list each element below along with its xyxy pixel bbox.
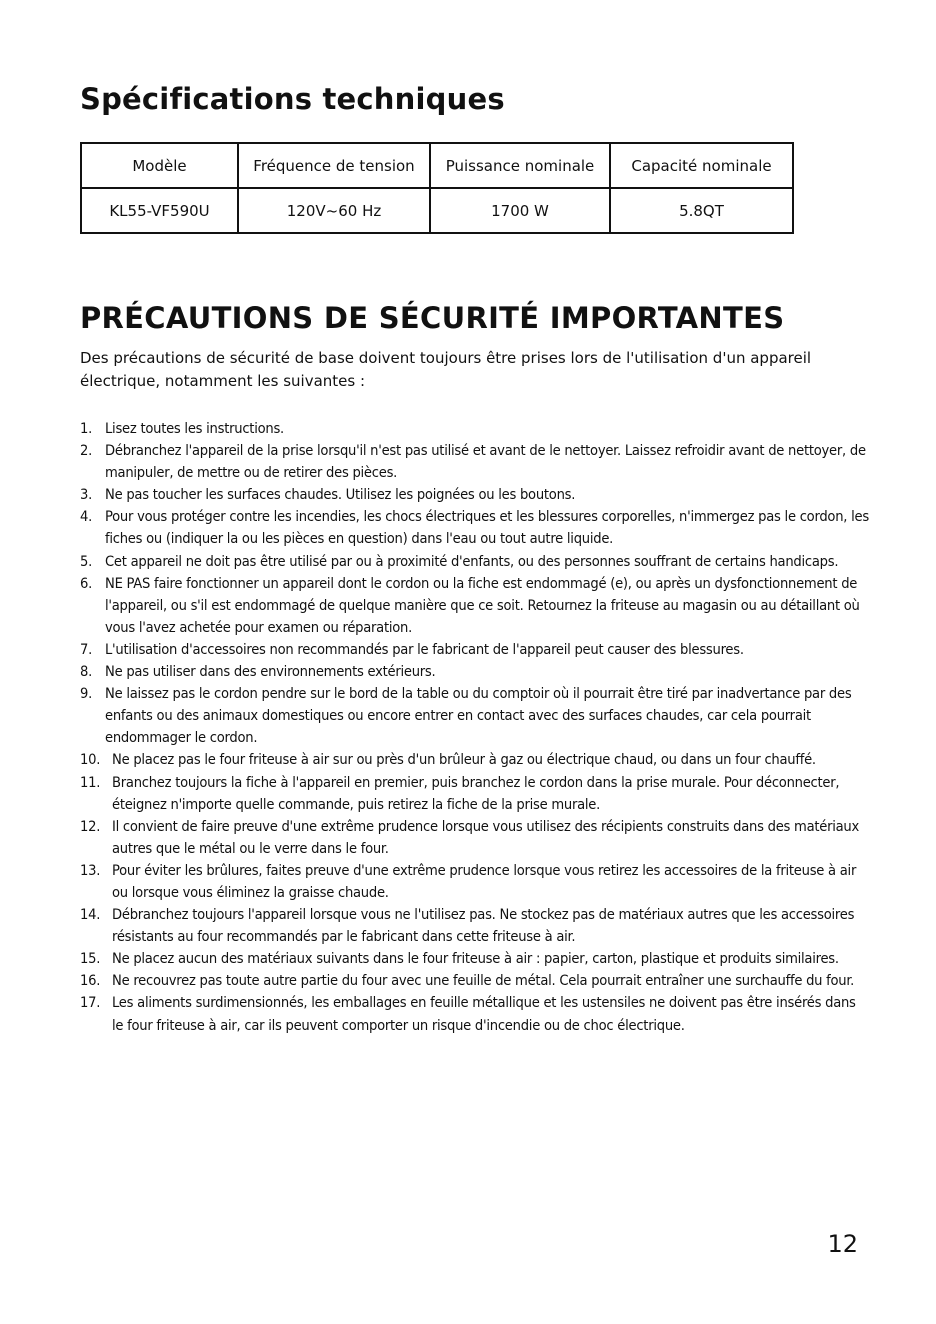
item-text: Ne pas utiliser dans des environnements extérieurs. <box>105 663 436 681</box>
item-number: 5. <box>80 552 93 570</box>
item-number: 9. <box>80 685 93 703</box>
item-text: Branchez toujours la fiche à l'appareil en premier, puis branchez le cordon dans la prise murale. Pour déconnecter, éteignez n'importe quelle commande, puis retirez la fiche de la prise murale. <box>112 773 840 813</box>
list-item <box>80 551 870 573</box>
item-number: 7. <box>80 640 93 658</box>
list-item <box>80 970 870 992</box>
list-item <box>80 860 870 904</box>
item-number: 6. <box>80 574 93 592</box>
list-item <box>80 484 870 506</box>
item-number: 2. <box>80 442 93 460</box>
spec-value-row <box>81 188 793 233</box>
list-item <box>80 418 870 440</box>
item-text: NE PAS faire fonctionner un appareil dont le cordon ou la fiche est endommagé (e), ou après un dysfonctionnement de l'appareil, ou s'il est endommagé de quelque manière que ce soit. Retournez la friteuse au magasin ou au détaillant où vous l'avez achetée pour examen ou réparation. <box>105 574 860 636</box>
spec-header-model: Modèle <box>81 143 238 188</box>
list-item <box>80 506 870 550</box>
item-text: Ne laissez pas le cordon pendre sur le bord de la table ou du comptoir où il pourrait être tiré par inadvertance par des enfants ou des animaux domestiques ou encore entrer en contact avec des surfaces chaudes, car cela pourrait endommager le cordon. <box>105 685 852 747</box>
list-item <box>80 904 870 948</box>
item-text: Cet appareil ne doit pas être utilisé par ou à proximité d'enfants, ou des personnes souffrant de certains handicaps. <box>105 552 839 570</box>
item-number: 4. <box>80 508 93 526</box>
safety-title: PRÉCAUTIONS DE SÉCURITÉ IMPORTANTES <box>80 301 785 335</box>
list-item <box>80 661 870 683</box>
item-number: 1. <box>80 420 93 437</box>
list-item <box>80 440 870 484</box>
item-number: 3. <box>80 486 93 504</box>
item-number: 12. <box>80 817 101 835</box>
item-number: 11. <box>80 773 101 791</box>
item-number: 10. <box>80 751 101 769</box>
item-text: Il convient de faire preuve d'une extrême prudence lorsque vous utilisez des récipients construits dans des matériaux autres que le métal ou le verre dans le four. <box>112 817 860 857</box>
item-text: Ne placez pas le four friteuse à air sur ou près d'un brûleur à gaz ou électrique chaud, ou dans un four chauffé. <box>112 751 816 769</box>
item-text: Les aliments surdimensionnés, les emballages en feuille métallique et les ustensiles ne doivent pas être insérés dans le four friteuse à air, car ils peuvent comporter un risque d'incendie ou de choc électrique. <box>112 994 856 1034</box>
page-number: 12 <box>827 1230 858 1258</box>
spec-header-row <box>81 143 793 188</box>
item-number: 16. <box>80 972 101 990</box>
item-text: Pour vous protéger contre les incendies, les chocs électriques et les blessures corporelles, n'immergez pas le cordon, les fiches ou (indiquer la ou les pièces en question) dans l'eau ou tout autre liquide. <box>105 508 869 548</box>
item-text: Débranchez toujours l'appareil lorsque vous ne l'utilisez pas. Ne stockez pas de matériaux autres que les accessoires résistants au four recommandés par le fabricant dans cette friteuse à air. <box>112 906 855 946</box>
spec-value-voltage: 120V~60 Hz <box>238 188 430 233</box>
list-item <box>80 992 870 1036</box>
item-text: Lisez toutes les instructions. <box>105 420 284 437</box>
list-item <box>80 772 870 816</box>
list-item <box>80 816 870 860</box>
safety-list <box>80 418 870 1037</box>
list-item <box>80 948 870 970</box>
item-number: 13. <box>80 861 101 879</box>
item-text: Débranchez l'appareil de la prise lorsqu'il n'est pas utilisé et avant de le nettoyer. Laissez refroidir avant de nettoyer, de manipuler, de mettre ou de retirer des pièces. <box>105 442 866 482</box>
list-item <box>80 639 870 661</box>
safety-intro: Des précautions de sécurité de base doivent toujours être prises lors de l'utilisation d'un appareil électrique, notamment les suivantes : <box>80 349 812 390</box>
item-number: 14. <box>80 906 101 924</box>
item-text: Ne pas toucher les surfaces chaudes. Utilisez les poignées ou les boutons. <box>105 486 576 504</box>
spec-header-capacity: Capacité nominale <box>610 143 793 188</box>
item-text: Ne placez aucun des matériaux suivants dans le four friteuse à air : papier, carton, plastique et produits similaires. <box>112 950 839 968</box>
spec-title: Spécifications techniques <box>80 82 505 116</box>
item-number: 17. <box>80 994 101 1012</box>
list-item <box>80 749 870 771</box>
spec-value-power: 1700 W <box>430 188 610 233</box>
spec-value-capacity: 5.8QT <box>610 188 793 233</box>
list-item <box>80 573 870 639</box>
spec-table <box>80 142 794 234</box>
spec-header-voltage: Fréquence de tension <box>238 143 430 188</box>
item-number: 8. <box>80 663 93 681</box>
spec-header-power: Puissance nominale <box>430 143 610 188</box>
spec-value-model: KL55-VF590U <box>81 188 238 233</box>
item-text: Pour éviter les brûlures, faites preuve d'une extrême prudence lorsque vous retirez les accessoires de la friteuse à air ou lorsque vous éliminez la graisse chaude. <box>112 861 857 901</box>
item-text: L'utilisation d'accessoires non recommandés par le fabricant de l'appareil peut causer des blessures. <box>105 640 744 658</box>
item-text: Ne recouvrez pas toute autre partie du four avec une feuille de métal. Cela pourrait entraîner une surchauffe du four. <box>112 972 855 990</box>
item-number: 15. <box>80 950 101 968</box>
list-item <box>80 683 870 749</box>
